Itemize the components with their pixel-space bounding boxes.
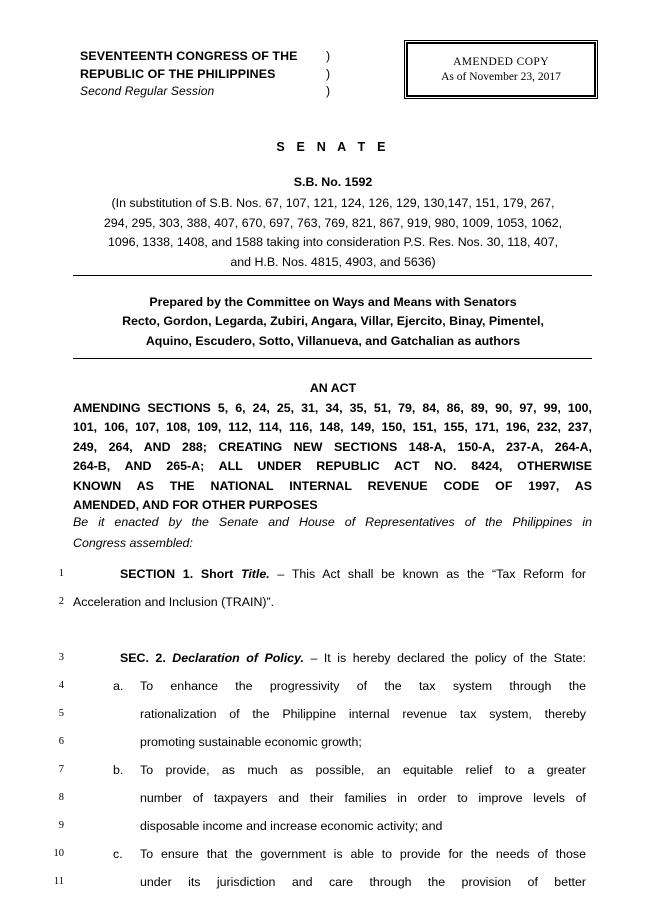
- act-title: [73, 399, 592, 515]
- line-number: 6: [58, 736, 64, 747]
- paren-1: ): [326, 49, 331, 63]
- line-number: 5: [58, 708, 64, 719]
- masthead: [80, 48, 380, 101]
- amended-copy-date: As of November 23, 2017: [441, 70, 561, 83]
- text-run: To provide, as much as possible, an equitable relief to a greater: [140, 763, 586, 777]
- body-line: [0, 870, 666, 898]
- line-number: 7: [58, 764, 64, 775]
- line-number: 2: [58, 596, 64, 607]
- body-line-text: [140, 732, 586, 752]
- line-number: 9: [58, 820, 64, 831]
- body-line-text: [140, 872, 586, 892]
- committee-line-3: Aquino, Escudero, Sotto, Villanueva, and Gatchalian as authors: [145, 333, 521, 348]
- amended-copy-stamp-inner: [406, 42, 596, 97]
- body-line: [0, 730, 666, 758]
- substitution-line-2: 294, 295, 303, 388, 407, 670, 697, 763, 769, 821, 867, 919, 980, 1009, 1053, 1062,: [103, 215, 563, 230]
- masthead-parenthesis-column: [326, 48, 330, 101]
- divider-rule-top: [73, 275, 592, 276]
- body-line: [0, 702, 666, 730]
- committee-line-1: Prepared by the Committee on Ways and Means with Senators: [149, 295, 517, 309]
- text-run: disposable income and increase economic activity; and: [140, 819, 443, 833]
- committee-line-2: Recto, Gordon, Legarda, Zubiri, Angara, Villar, Ejercito, Binay, Pimentel,: [122, 314, 544, 329]
- text-run: – It is hereby declared the policy of the State:: [303, 651, 586, 665]
- substitution-line-3: 1096, 1338, 1408, and 1588 taking into consideration P.S. Res. Nos. 30, 118, 407,: [107, 235, 559, 249]
- list-marker: b.: [113, 763, 124, 777]
- body-line: [0, 814, 666, 842]
- amended-copy-title: AMENDED COPY: [453, 55, 549, 68]
- line-number: 1: [58, 568, 64, 579]
- session-line: Second Regular Session: [80, 84, 215, 98]
- body-line-text: [73, 648, 586, 668]
- list-marker: c.: [113, 847, 123, 861]
- text-run: rationalization of the Philippine internal revenue tax system, thereby: [140, 707, 586, 721]
- text-run: number of taxpayers and their families in order to improve levels of: [140, 791, 586, 805]
- line-number: 4: [58, 680, 64, 691]
- text-run: SEC. 2.: [120, 651, 166, 665]
- body-line-text: [113, 844, 586, 864]
- numbered-body: [0, 562, 666, 898]
- body-line-text: [73, 592, 586, 612]
- act-title-line-2: 101, 106, 107, 108, 109, 112, 114, 116, 148, 149, 150, 151, 155, 171, 196, 232, 237,: [73, 420, 592, 435]
- text-run: To ensure that the government is able to provide for the needs of those: [140, 847, 586, 861]
- act-title-line-3: 249, 264, AND 288; CREATING NEW SECTIONS 148-A, 150-A, 237-A, 264-A,: [73, 439, 592, 454]
- republic-line: REPUBLIC OF THE PHILIPPINES: [80, 66, 276, 81]
- enacting-line-1: Be it enacted by the Senate and House of Representatives of the Philippines in: [73, 515, 592, 529]
- congress-line: SEVENTEENTH CONGRESS OF THE: [80, 49, 298, 63]
- body-line-text: [140, 788, 586, 808]
- act-title-line-5: KNOWN AS THE NATIONAL INTERNAL REVENUE CODE OF 1997, AS: [73, 478, 592, 493]
- body-line: [0, 618, 666, 646]
- body-line: [0, 786, 666, 814]
- paren-2: ): [326, 66, 331, 81]
- body-line: [0, 562, 666, 590]
- divider-rule-bottom: [73, 358, 592, 359]
- amended-copy-stamp: [404, 40, 598, 99]
- substitution-line-4: and H.B. Nos. 4815, 4903, and 5636): [230, 254, 436, 269]
- body-line-text: [73, 564, 586, 584]
- body-line-text: [113, 676, 586, 696]
- line-number: 8: [58, 792, 64, 803]
- body-line: [0, 590, 666, 618]
- text-run: promoting sustainable economic growth;: [140, 735, 362, 749]
- body-line-text: [140, 816, 586, 836]
- text-run: Title.: [240, 567, 270, 581]
- substitution-line-1: (In substitution of S.B. Nos. 67, 107, 121, 124, 126, 129, 130,147, 151, 179, 267,: [111, 196, 555, 210]
- text-run: Acceleration and Inclusion (TRAIN)”.: [73, 595, 275, 609]
- text-run: Declaration of Policy.: [165, 651, 304, 665]
- act-label: AN ACT: [309, 381, 357, 395]
- line-number: 10: [53, 848, 64, 859]
- text-run: Short: [193, 567, 241, 581]
- text-run: – This Act shall be known as the “Tax Reform for: [269, 567, 586, 581]
- body-line-text: [140, 704, 586, 724]
- act-title-line-4: 264-B, AND 265-A; ALL UNDER REPUBLIC ACT NO. 8424, OTHERWISE: [73, 459, 592, 474]
- text-run: under its jurisdiction and care through the provision of better: [140, 875, 586, 889]
- enacting-line-2: Congress assembled:: [73, 536, 193, 550]
- paren-3: ): [326, 84, 331, 98]
- act-title-line-6: AMENDED, AND FOR OTHER PURPOSES: [73, 498, 318, 513]
- body-line: [0, 758, 666, 786]
- enacting-clause: [73, 512, 592, 554]
- line-number: 11: [53, 876, 64, 887]
- chamber-title: S E N A T E: [276, 140, 390, 154]
- body-line: [0, 646, 666, 674]
- committee-attribution: [80, 293, 586, 351]
- body-line: [0, 842, 666, 870]
- bill-number: S.B. No. 1592: [293, 175, 373, 189]
- body-line: [0, 674, 666, 702]
- text-run: To enhance the progressivity of the tax system through the: [140, 679, 586, 693]
- line-number: 3: [58, 652, 64, 663]
- act-title-line-1: AMENDING SECTIONS 5, 6, 24, 25, 31, 34, 35, 51, 79, 84, 86, 89, 90, 97, 99, 100,: [73, 401, 592, 415]
- list-marker: a.: [113, 679, 124, 693]
- body-line-text: [113, 760, 586, 780]
- text-run: SECTION 1.: [120, 567, 194, 581]
- substitution-note: [82, 194, 584, 272]
